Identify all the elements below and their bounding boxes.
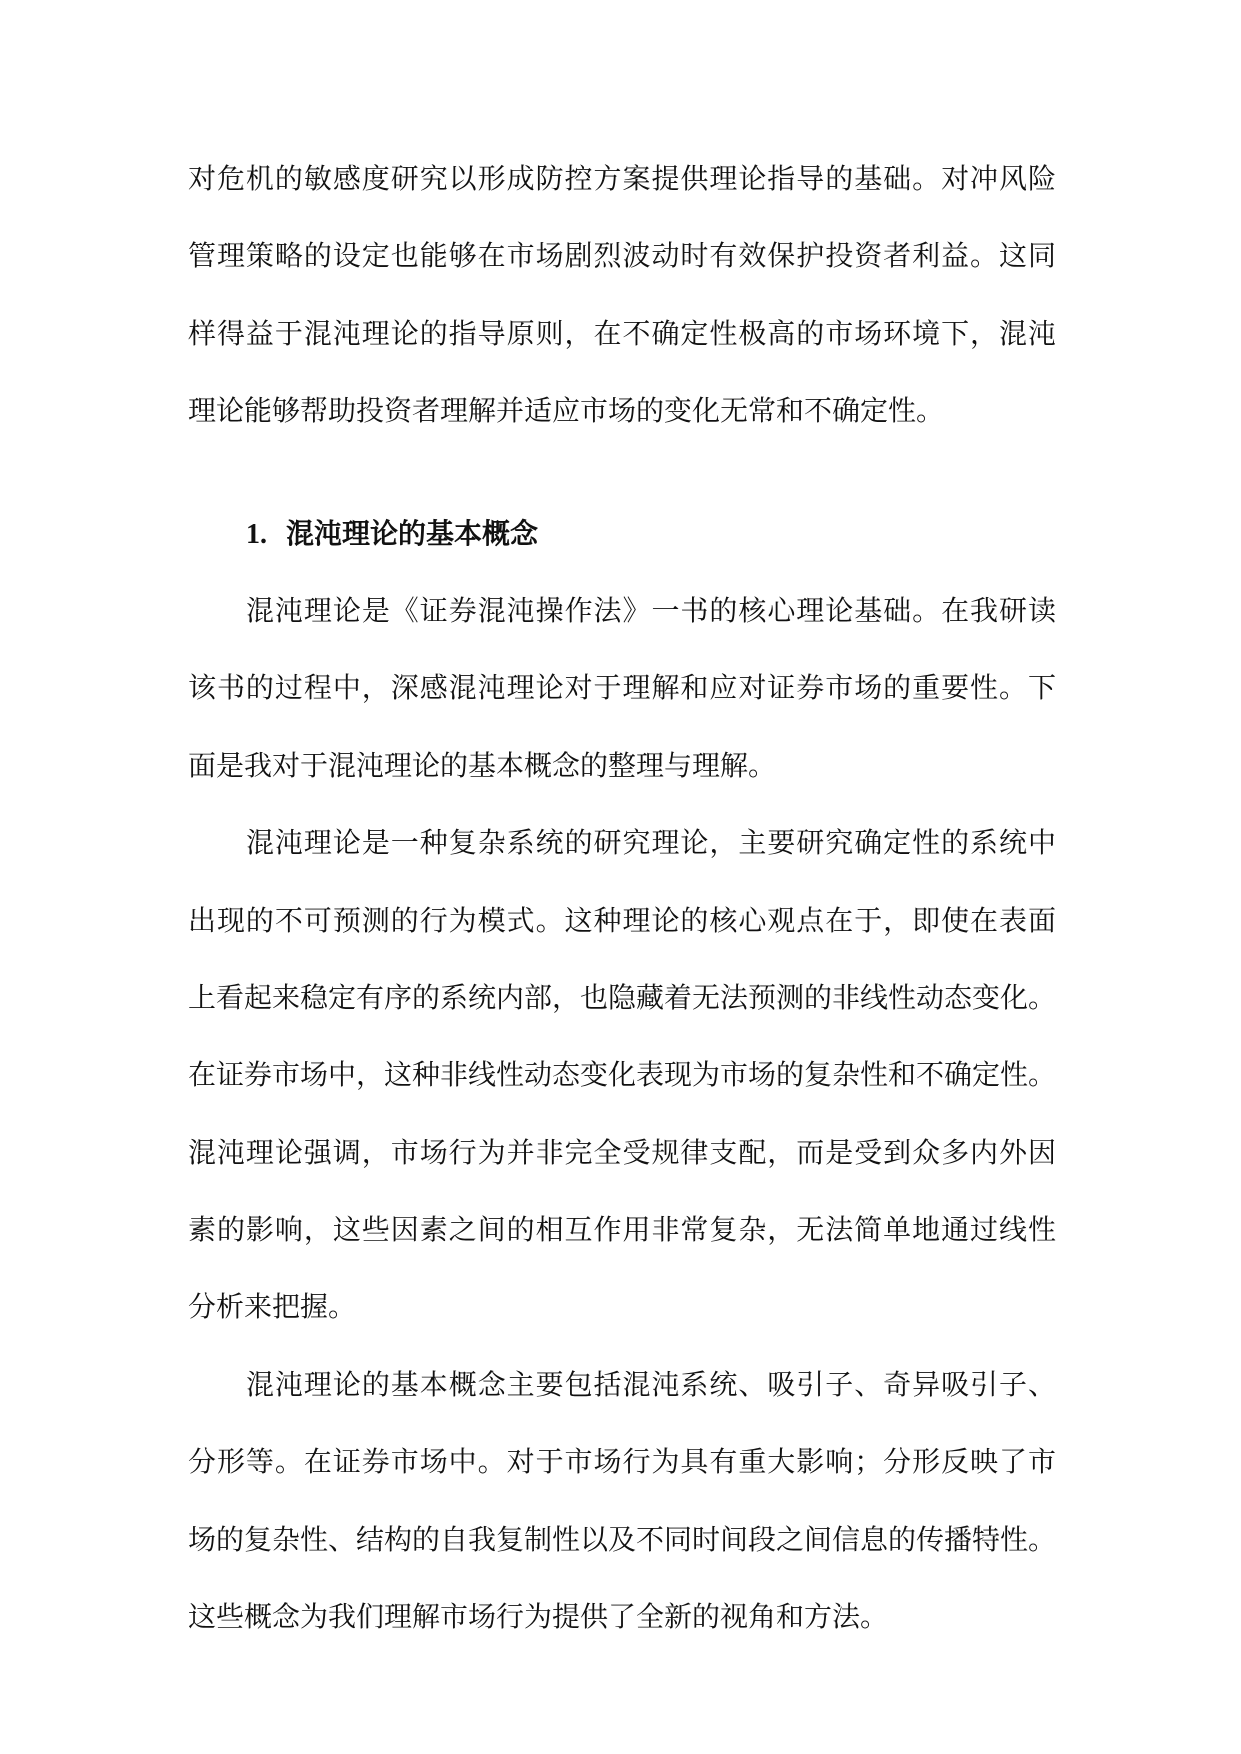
text-line: 在证券市场中，这种非线性动态变化表现为市场的复杂性和不确定性。 (188, 1058, 1057, 1092)
section-number: 1. (246, 518, 267, 550)
text-line: 面是我对于混沌理论的基本概念的整理与理解。 (188, 748, 777, 782)
text-line: 分形等。在证券市场中。对于市场行为具有重大影响；分形反映了市 (188, 1445, 1056, 1479)
text-line: 样得益于混沌理论的指导原则，在不确定性极高的市场环境下，混沌 (188, 316, 1056, 350)
document-body (188, 140, 1056, 1655)
spacer (188, 450, 1056, 495)
text-line: 场的复杂性、结构的自我复制性以及不同时间段之间信息的传播特性。 (188, 1522, 1057, 1556)
text-line: 分析来把握。 (188, 1290, 357, 1324)
text-line: 出现的不可预测的行为模式。这种理论的核心观点在于，即使在表面 (188, 903, 1056, 937)
paragraph (188, 804, 1056, 1346)
text-line: 混沌理论是《证券混沌操作法》一书的核心理论基础。在我研读 (246, 593, 1056, 627)
text-line: 管理策略的设定也能够在市场剧烈波动时有效保护投资者利益。这同 (188, 239, 1056, 273)
section-heading (188, 495, 1056, 572)
paragraph (188, 1346, 1056, 1656)
paragraph (188, 572, 1056, 804)
paragraph-continued (188, 140, 1056, 450)
text-line: 混沌理论的基本概念主要包括混沌系统、吸引子、奇异吸引子、 (246, 1367, 1056, 1401)
text-line: 素的影响，这些因素之间的相互作用非常复杂，无法简单地通过线性 (188, 1213, 1056, 1247)
section-title: 混沌理论的基本概念 (286, 516, 539, 550)
text-line: 对危机的敏感度研究以形成防控方案提供理论指导的基础。对冲风险 (188, 162, 1056, 195)
text-line: 这些概念为我们理解市场行为提供了全新的视角和方法。 (188, 1600, 889, 1634)
text-line: 上看起来稳定有序的系统内部，也隐藏着无法预测的非线性动态变化。 (188, 980, 1057, 1014)
text-line: 混沌理论强调，市场行为并非完全受规律支配，而是受到众多内外因 (188, 1135, 1056, 1169)
text-line: 混沌理论是一种复杂系统的研究理论，主要研究确定性的系统中 (246, 826, 1056, 860)
text-line: 该书的过程中，深感混沌理论对于理解和应对证券市场的重要性。下 (188, 671, 1056, 705)
text-line: 理论能够帮助投资者理解并适应市场的变化无常和不确定性。 (188, 394, 945, 428)
